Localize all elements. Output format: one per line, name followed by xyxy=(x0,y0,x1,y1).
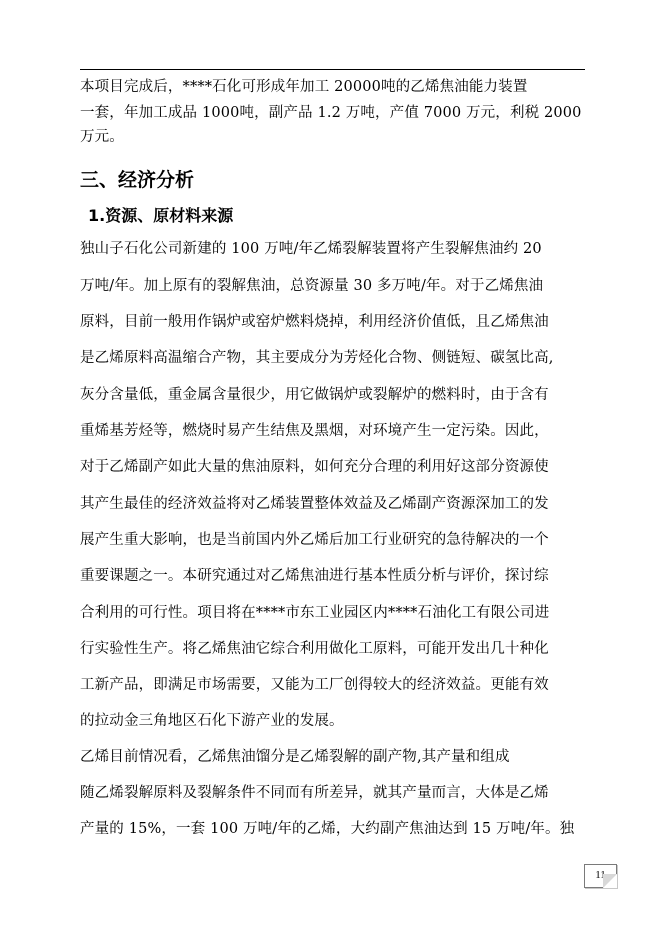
paragraph1-line-10: 重要课题之一。本研究通过对乙烯焦油进行基本性质分析与评价，探讨综 xyxy=(80,568,549,584)
intro-line-3: 万元。 xyxy=(80,129,124,145)
paragraph1-line-8: 其产生最佳的经济效益将对乙烯装置整体效益及乙烯副产资源深加工的发 xyxy=(80,496,549,512)
paragraph1-line-12: 行实验性生产。将乙烯焦油它综合利用做化工原料，可能开发出几十种化 xyxy=(80,641,549,657)
section-heading: 三、经济分析 xyxy=(80,169,195,191)
page-fold-icon xyxy=(603,874,617,888)
paragraph1-line-5: 灰分含量低，重金属含量很少，用它做锅炉或裂解炉的燃料时，由于含有 xyxy=(80,387,549,403)
paragraph1-line-7: 对于乙烯副产如此大量的焦油原料，如何充分合理的利用好这部分资源使 xyxy=(80,459,549,475)
paragraph2-line-3: 产量的 15%，一套 100 万吨/年的乙烯，大约副产焦油达到 15 万吨/年。独 xyxy=(80,821,575,837)
paragraph1-line-13: 工新产品，即满足市场需要，又能为工厂创得较大的经济效益。更能有效 xyxy=(80,677,549,693)
paragraph1-line-11: 合利用的可行性。项目将在****市东工业园区内****石油化工有限公司进 xyxy=(80,605,550,621)
paragraph1-line-14: 的拉动金三角地区石化下游产业的发展。 xyxy=(80,713,344,729)
intro-line-2: 一套，年加工成品 1000吨，副产品 1.2 万吨，产值 7000 万元，利税 2000 xyxy=(80,105,582,121)
paragraph1-line-3: 原料，目前一般用作锅炉或窑炉燃料烧掉，利用经济价值低，且乙烯焦油 xyxy=(80,314,549,330)
paragraph2-line-2: 随乙烯裂解原料及裂解条件不同而有所差异，就其产量而言，大体是乙烯 xyxy=(80,785,549,801)
page-number: 11 xyxy=(595,869,606,881)
paragraph1-line-6: 重烯基芳烃等，燃烧时易产生结焦及黑烟，对环境产生一定污染。因此， xyxy=(80,423,549,439)
paragraph1-line-4: 是乙烯原料高温缩合产物，其主要成分为芳烃化合物、侧链短、碳氢比高, xyxy=(80,350,554,366)
subsection-heading: 1.资源、原材料来源 xyxy=(88,206,234,225)
paragraph1-line-1: 独山子石化公司新建的 100 万吨/年乙烯裂解装置将产生裂解焦油约 20 xyxy=(80,241,542,257)
paragraph1-line-2: 万吨/年。加上原有的裂解焦油，总资源量 30 多万吨/年。对于乙烯焦油 xyxy=(80,278,544,294)
page-number-box xyxy=(584,864,617,888)
header-rule xyxy=(80,69,585,70)
paragraph1-line-9: 展产生重大影响，也是当前国内外乙烯后加工行业研究的急待解决的一个 xyxy=(80,532,549,548)
paragraph2-line-1: 乙烯目前情况看，乙烯焦油馏分是乙烯裂解的副产物,其产量和组成 xyxy=(80,749,510,765)
intro-line-1: 本项目完成后，****石化可形成年加工 20000吨的乙烯焦油能力装置 xyxy=(80,79,528,95)
